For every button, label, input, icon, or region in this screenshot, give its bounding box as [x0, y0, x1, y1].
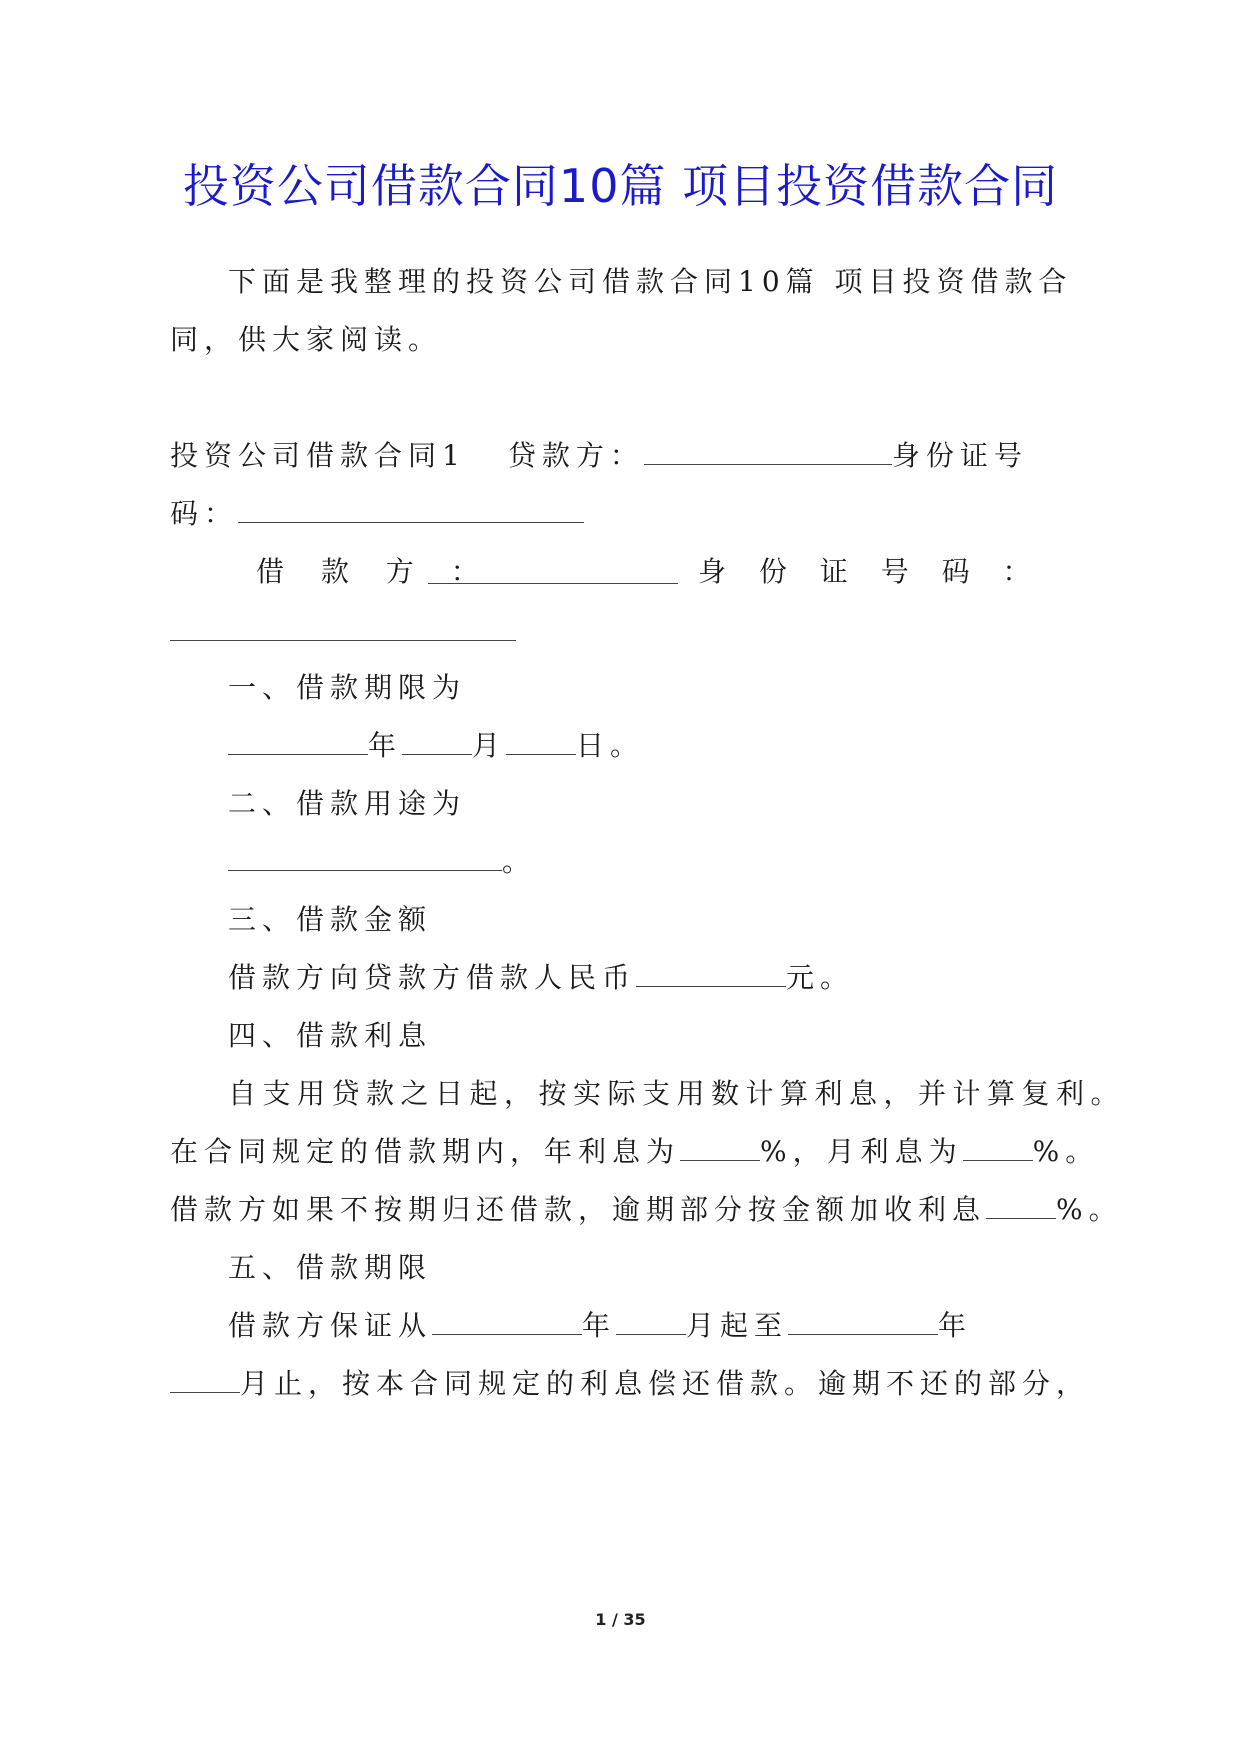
section-1-title: 一、借款期限为	[228, 671, 467, 704]
lender-id-label-cont: 码：	[170, 497, 239, 530]
day-blank	[506, 726, 576, 755]
annual-rate-blank	[680, 1132, 760, 1161]
borrower-blank	[428, 555, 678, 584]
to-year-blank	[788, 1306, 938, 1335]
document-title: 投资公司借款合同10篇 项目投资借款合同	[182, 159, 1059, 213]
lender-blank	[644, 436, 892, 465]
year-label: 年	[368, 729, 403, 762]
intro-line-1: 下面是我整理的投资公司借款合同10篇 项目投资借款合	[228, 265, 1073, 298]
lender-id-line	[170, 494, 584, 534]
borrower-id-blank	[170, 612, 516, 641]
contract-heading: 投资公司借款合同1	[170, 439, 466, 472]
annual-rate-label: 在合同规定的借款期内，年利息为	[170, 1135, 681, 1168]
section-4-line-2	[170, 1132, 1099, 1172]
section-1-date	[228, 726, 644, 766]
from-year-label: 年	[582, 1309, 617, 1342]
lender-id-label: 身份证号	[891, 439, 1028, 472]
section-3-amount	[228, 958, 854, 998]
amount-unit: 元。	[786, 961, 855, 994]
month-label: 月	[472, 729, 507, 762]
monthly-rate-blank	[963, 1132, 1033, 1161]
section-2-purpose	[228, 842, 536, 882]
to-year-label: 年	[938, 1309, 973, 1342]
day-label: 日。	[576, 729, 645, 762]
borrower-id-label: 身 份 证 号 码 ：	[698, 555, 1043, 588]
overdue-rate-end: %。	[1056, 1193, 1123, 1226]
section-5-title: 五、借款期限	[228, 1251, 433, 1284]
monthly-rate-label: %，月利息为	[760, 1135, 963, 1168]
section-5-line-2	[170, 1364, 1090, 1404]
page-number: 1 / 35	[595, 1610, 646, 1629]
section-5-line-1	[228, 1306, 972, 1346]
borrower-label: 借 款 方 ：	[256, 555, 493, 588]
section-4-line-1: 自支用贷款之日起，按实际支用数计算利息，并计算复利。	[228, 1077, 1126, 1110]
to-label: 月起至	[686, 1309, 789, 1342]
amount-blank	[636, 958, 786, 987]
purpose-blank	[228, 842, 502, 871]
month-blank	[402, 726, 472, 755]
section-3-title: 三、借款金额	[228, 903, 433, 936]
section-2-title: 二、借款用途为	[228, 787, 467, 820]
to-month-blank	[170, 1364, 240, 1393]
year-blank	[228, 726, 368, 755]
lender-id-blank	[238, 494, 584, 523]
amount-text: 借款方向贷款方借款人民币	[228, 961, 637, 994]
period-from-label: 借款方保证从	[228, 1309, 433, 1342]
overdue-rate-label: 借款方如果不按期归还借款，逾期部分按金额加收利息	[170, 1193, 987, 1226]
section-4-title: 四、借款利息	[228, 1019, 433, 1052]
intro-line-2: 同，供大家阅读。	[170, 323, 443, 356]
monthly-rate-end: %。	[1032, 1135, 1100, 1168]
lender-line	[170, 436, 1028, 476]
purpose-end: 。	[502, 845, 537, 878]
section-4-line-3	[170, 1190, 1123, 1230]
overdue-rate-blank	[986, 1190, 1056, 1219]
from-month-blank	[616, 1306, 686, 1335]
from-year-blank	[432, 1306, 582, 1335]
repayment-text: 月止，按本合同规定的利息偿还借款。逾期不还的部分，	[240, 1367, 1091, 1400]
lender-label: 贷款方：	[507, 439, 644, 472]
